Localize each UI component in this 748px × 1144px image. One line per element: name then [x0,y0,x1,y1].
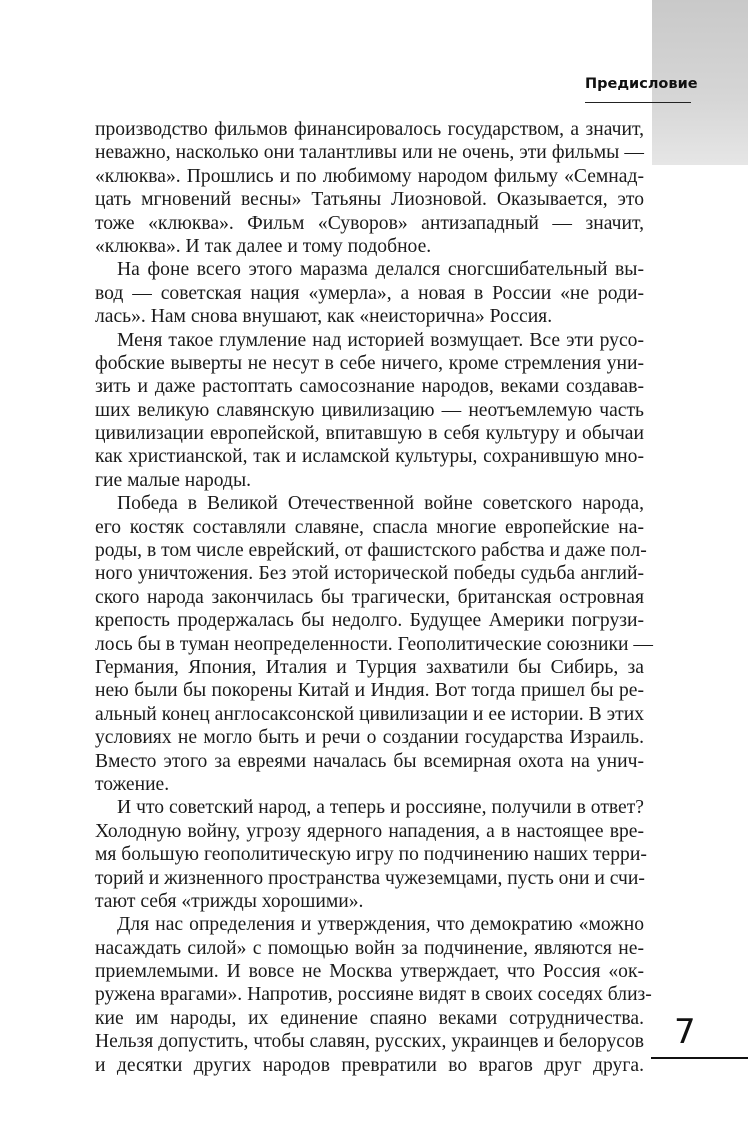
text-line: роды, в том числе еврейский, от фашистского рабства и даже пол- [95,540,647,562]
text-line: фобские выверты не несут в себе ничего, кроме стремления уни- [95,352,644,374]
text-line: тожение. [95,773,170,795]
text-line: торий и жизненного пространства чужеземцами, пусть они и счи- [95,867,645,889]
text-line: производство фильмов финансировалось государством, а значит, [95,119,644,140]
page-number-rule [651,1057,748,1059]
text-line: ского народа закончилась бы трагически, британская островная [95,586,644,608]
text-line: ших великую славянскую цивилизацию — неотъемлемую часть [95,399,644,421]
paragraph [95,796,647,913]
text-line: приемлемыми. И вовсе не Москва утверждает, что Россия «ок- [95,961,644,983]
text-line: крепость продержалась бы недолго. Будущее Америки погрузи- [95,610,644,632]
text-line: альный конец англосаксонской цивилизации и ее истории. В этих [95,703,644,725]
text-line: Победа в Великой Отечественной войне советского народа, [117,493,644,515]
text-line: тают себя «трижды хорошими». [95,890,364,912]
text-line: «клюква». Прошлись и по любимому народом фильму «Семнад- [95,165,644,187]
paragraph [95,118,644,258]
text-line: его костяк составляли славяне, спасла многие европейские на- [95,516,644,538]
text-line: ружена врагами». Напротив, россияне видят в своих соседях близ- [95,984,652,1006]
text-line: и десятки других народов превратили во врагов друг друга. [95,1054,644,1076]
text-line: ного уничтожения. Без этой исторической победы судьба англий- [95,563,644,585]
text-line: Вместо этого за евреями началась бы всемирная охота на унич- [95,750,644,772]
text-line: зить и даже растоптать самосознание народов, веками создавав- [95,376,644,398]
text-line: Меня такое глумление над историей возмущает. Все эти русо- [117,329,644,351]
text-line: Нельзя допустить, чтобы славян, русских, украинцев и белорусов [95,1031,644,1053]
paragraph [95,258,644,328]
text-line: лась». Нам снова внушают, как «неисторична» Россия. [95,306,553,328]
text-line: «клюква». И так далее и тому подобное. [95,235,432,257]
text-line: тоже «клюква». Фильм «Суворов» антизападный — значит, [95,212,644,234]
text-line: гие малые народы. [95,469,252,491]
text-line: Германия, Япония, Италия и Турция захватили бы Сибирь, за [95,656,644,678]
text-line: Холодную войну, угрозу ядерного нападения, а в настоящее вре- [95,820,644,842]
paragraph [95,329,644,493]
text-line: мя большую геополитическую игру по подчинению наших терри- [95,844,647,866]
paragraph [95,913,652,1077]
text-line: цать мгновений весны» Татьяны Лиозновой. Оказывается, это [95,189,644,211]
paragraph [95,492,653,796]
text-line: неважно, насколько они талантливы или не очень, эти фильмы — [95,142,644,164]
page-number: 7 [674,1012,696,1052]
text-line: И что советский народ, а теперь и россияне, получили в ответ? [117,797,644,819]
body-text [95,118,653,1077]
text-line: насаждать силой» с помощью войн за подчинение, являются не- [95,937,644,959]
text-line: лось бы в туман неопределенности. Геополитические союзники — [95,633,653,655]
running-header: Предисловие [585,76,698,92]
text-line: На фоне всего этого маразма делался сногсшибательный вы- [117,259,644,281]
text-line: вод — советская нация «умерла», а новая в России «не роди- [95,282,644,304]
text-line: нею были бы покорены Китай и Индия. Вот тогда пришел бы ре- [95,680,644,702]
text-line: условиях не могло быть и речи о создании государства Израиль. [95,727,644,749]
text-line: Для нас определения и утверждения, что демократию «можно [117,914,644,936]
text-line: кие им народы, их единение спаяно веками сотрудничества. [95,1007,644,1029]
header-rule [585,102,691,103]
text-line: цивилизации европейской, впитавшую в себя культуру и обычаи [95,423,644,445]
text-line: как христианской, так и исламской культуры, сохранившую мно- [95,446,644,468]
